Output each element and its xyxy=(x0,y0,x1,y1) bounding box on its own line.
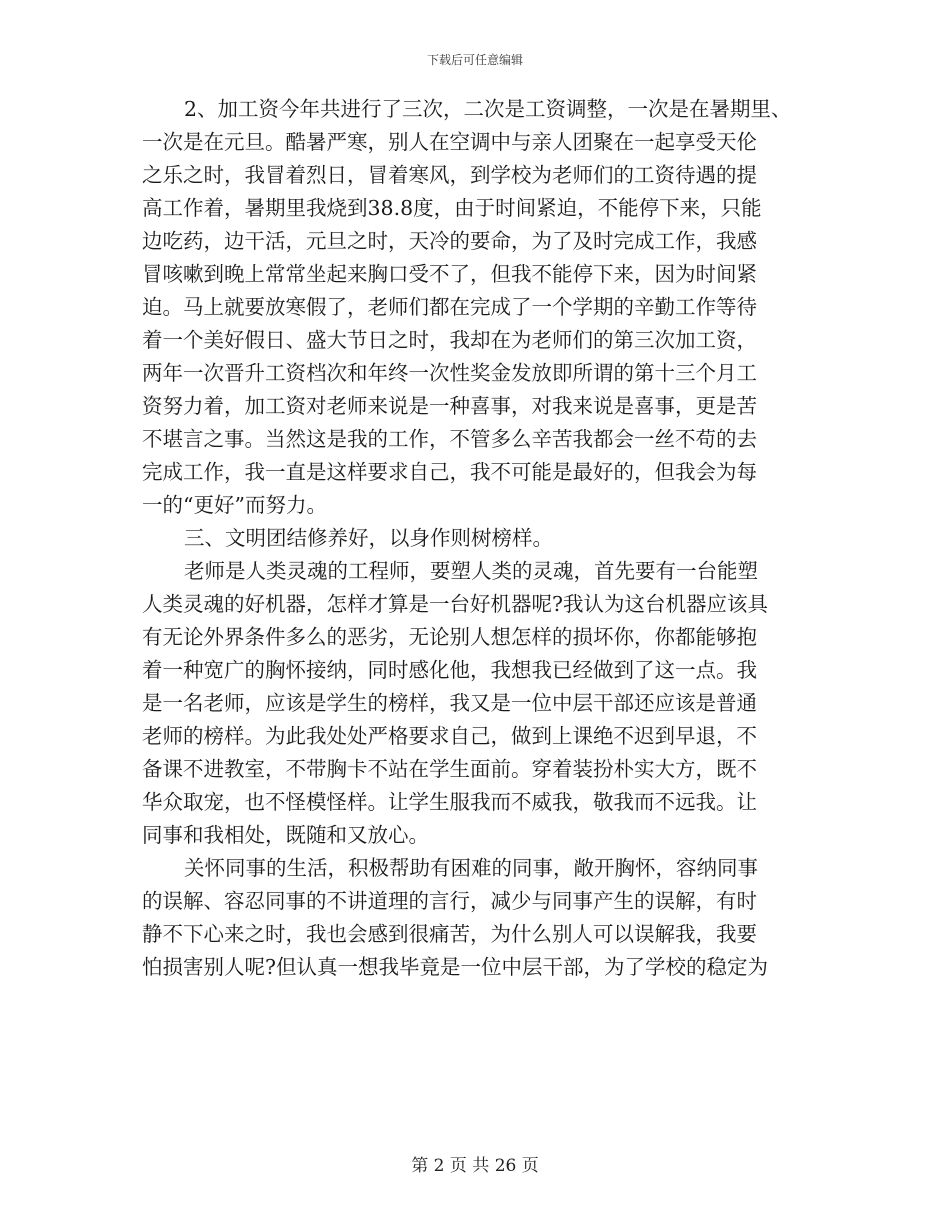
text-line: 边吃药，边干活，元旦之时，天冷的要命，为了及时完成工作，我感 xyxy=(142,229,757,253)
text-line: 备课不进教室，不带胸卡不站在学生面前。穿着装扮朴实大方，既不 xyxy=(142,757,757,781)
document-body xyxy=(142,93,810,984)
text-line: 老师的榜样。为此我处处严格要求自己，做到上课绝不迟到早退，不 xyxy=(142,724,757,748)
text-line: 着一个美好假日、盛大节日之时，我却在为老师们的第三次加工资， xyxy=(142,328,757,352)
text-line: 静不下心来之时，我也会感到很痛苦，为什么别人可以误解我，我要 xyxy=(142,922,757,946)
text-line: 着一种宽广的胸怀接纳，同时感化他，我想我已经做到了这一点。我 xyxy=(142,658,757,682)
text-line: 完成工作，我一直是这样要求自己，我不可能是最好的，但我会为每 xyxy=(142,460,757,484)
text-line: 之乐之时，我冒着烈日，冒着寒风，到学校为老师们的工资待遇的提 xyxy=(142,163,757,187)
text-line: 的误解、容忍同事的不讲道理的言行，减少与同事产生的误解，有时 xyxy=(142,889,757,913)
text-line: 一的“更好”而努力。 xyxy=(142,493,327,517)
text-line: 怕损害别人呢?但认真一想我毕竟是一位中层干部，为了学校的稳定为 xyxy=(142,955,768,979)
text-line: 冒咳嗽到晚上常常坐起来胸口受不了，但我不能停下来，因为时间紧 xyxy=(142,262,757,286)
text-line: 有无论外界条件多么的恶劣，无论别人想怎样的损坏你，你都能够抱 xyxy=(142,625,757,649)
text-line: 不堪言之事。当然这是我的工作，不管多么辛苦我都会一丝不苟的去 xyxy=(142,427,757,451)
text-line: 关怀同事的生活，积极帮助有困难的同事，敞开胸怀，容纳同事 xyxy=(184,856,758,880)
text-line: 高工作着，暑期里我烧到38.8度，由于时间紧迫，不能停下来，只能 xyxy=(142,196,762,220)
text-line: 老师是人类灵魂的工程师，要塑人类的灵魂，首先要有一台能塑 xyxy=(184,559,758,583)
text-line: 两年一次晋升工资档次和年终一次性奖金发放即所谓的第十三个月工 xyxy=(142,361,757,385)
text-line: 2、加工资今年共进行了三次，二次是工资调整，一次是在暑期里、 xyxy=(184,97,792,121)
page-footer: 第 2 页 共 26 页 xyxy=(411,1156,539,1176)
text-line: 是一名老师，应该是学生的榜样，我又是一位中层干部还应该是普通 xyxy=(142,691,757,715)
text-line: 人类灵魂的好机器，怎样才算是一台好机器呢?我认为这台机器应该具 xyxy=(142,592,768,616)
text-line: 资努力着，加工资对老师来说是一种喜事，对我来说是喜事，更是苦 xyxy=(142,394,757,418)
section-heading: 三、文明团结修养好，以身作则树榜样。 xyxy=(184,526,553,550)
text-line: 同事和我相处，既随和又放心。 xyxy=(142,823,429,847)
text-line: 一次是在元旦。酷暑严寒，别人在空调中与亲人团聚在一起享受天伦 xyxy=(142,130,757,154)
page-header: 下载后可任意编辑 xyxy=(426,53,523,67)
text-line: 迫。马上就要放寒假了，老师们都在完成了一个学期的辛勤工作等待 xyxy=(142,295,757,319)
text-line: 华众取宠，也不怪模怪样。让学生服我而不威我，敬我而不远我。让 xyxy=(142,790,757,814)
